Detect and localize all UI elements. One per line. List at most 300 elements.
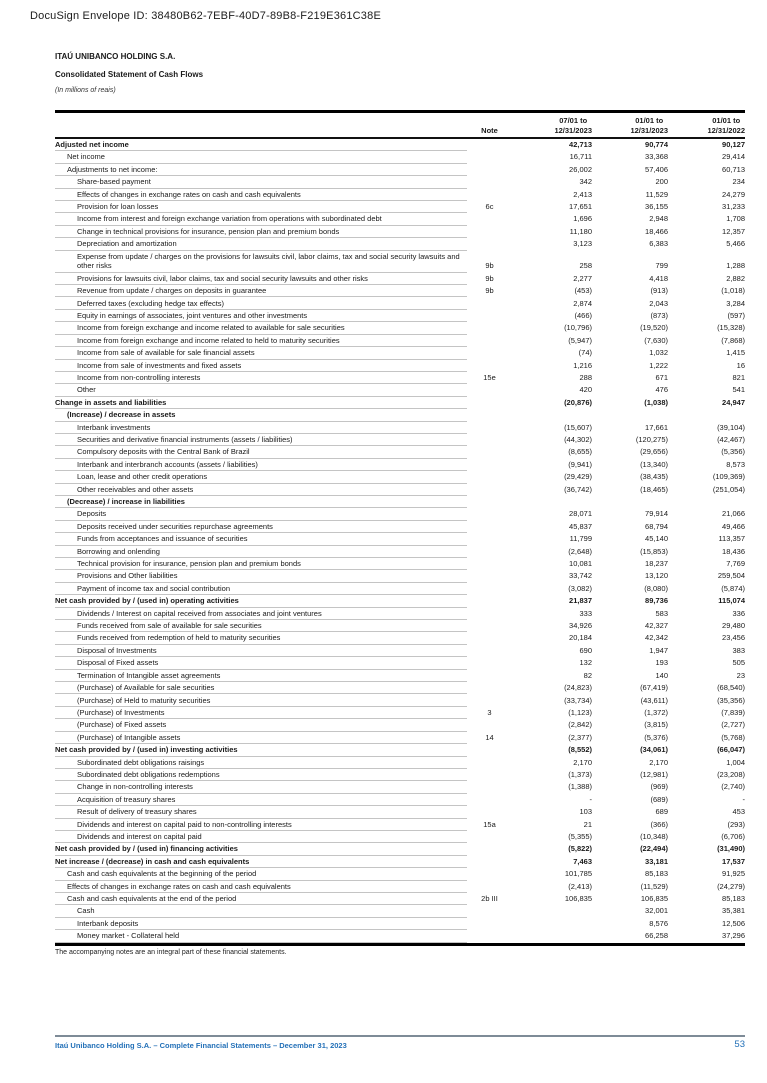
row-value-h2-2023: 10,081 (569, 559, 592, 569)
row-label: Share-based payment (77, 177, 151, 187)
row-value-fy-2022: 234 (732, 177, 745, 187)
table-row (55, 930, 745, 942)
company-name: ITAÚ UNIBANCO HOLDING S.A. (55, 52, 176, 61)
row-value-h2-2023: 1,696 (573, 214, 592, 224)
row-note-ref (467, 755, 512, 757)
table-row (55, 409, 745, 421)
row-label: (Decrease) / increase in liabilities (67, 497, 185, 506)
row-label: Disposal of Investments (77, 645, 157, 655)
row-value-fy-2023: (11,529) (640, 881, 668, 891)
period-2-line-1: 01/01 to (635, 116, 664, 126)
row-note-ref (467, 581, 512, 583)
row-value-h2-2023: (2,413) (568, 881, 592, 891)
table-row (55, 645, 745, 657)
row-value-fy-2022: 1,004 (726, 757, 745, 767)
row-value-fy-2022: (5,768) (721, 732, 745, 742)
row-label: (Purchase) of Available for sale securities (77, 683, 215, 693)
row-value-h2-2023: 690 (579, 645, 592, 655)
row-note-ref (467, 249, 512, 251)
row-value-fy-2023: 42,327 (645, 621, 668, 631)
row-label: Subordinated debt obligations redemptions (77, 769, 220, 779)
table-body (55, 137, 745, 946)
row-value-h2-2023: 7,463 (573, 856, 592, 866)
table-row (55, 757, 745, 769)
row-label: Result of delivery of treasury shares (77, 807, 197, 817)
row-value-fy-2022: 29,414 (722, 152, 745, 162)
row-value-fy-2023: (18,465) (640, 484, 668, 494)
row-value-h2-2023: 2,277 (573, 273, 592, 283)
row-value-h2-2023: (15,607) (564, 422, 592, 432)
row-label: Disposal of Fixed assets (77, 658, 159, 668)
row-value-h2-2023: 288 (579, 372, 592, 382)
table-row (55, 570, 745, 582)
table-row (55, 164, 745, 176)
row-value-h2-2023: (10,796) (564, 323, 592, 333)
row-note-ref (467, 395, 512, 397)
table-row (55, 769, 745, 781)
row-value-fy-2022: 821 (732, 372, 745, 382)
row-value-fy-2023: 799 (655, 261, 668, 271)
row-value-h2-2023: 45,837 (569, 521, 592, 531)
row-value-h2-2023: (466) (574, 310, 592, 320)
row-label: Money market - Collateral held (77, 931, 180, 941)
row-note-ref (467, 879, 512, 881)
row-note-ref (467, 705, 512, 707)
table-row (55, 360, 745, 372)
row-value-fy-2023: (913) (650, 286, 668, 296)
row-note-ref: 15e (483, 372, 496, 382)
row-label: Other receivables and other assets (77, 484, 194, 494)
table-row (55, 682, 745, 694)
table-row (55, 620, 745, 632)
table-row (55, 831, 745, 843)
row-value-h2-2023: 2,413 (573, 189, 592, 199)
row-label: Net cash provided by / (used in) investing activities (55, 745, 238, 755)
row-value-fy-2022: (23,208) (717, 769, 745, 779)
row-value-h2-2023: (2,842) (568, 720, 592, 730)
row-note-ref (467, 224, 512, 226)
row-value-fy-2022: 1,708 (726, 214, 745, 224)
row-label: Funds from acceptances and issuance of securities (77, 534, 248, 544)
row-value-h2-2023: (44,302) (564, 434, 592, 444)
row-value-h2-2023: 26,002 (569, 164, 592, 174)
row-value-h2-2023: 11,180 (569, 226, 592, 236)
row-value-h2-2023: (1,388) (568, 782, 592, 792)
table-header-row (55, 110, 745, 137)
row-value-h2-2023 (512, 506, 592, 508)
row-label: Adjustments to net income: (67, 164, 158, 174)
row-value-fy-2023: (8,080) (644, 583, 668, 593)
row-value-fy-2023: 45,140 (645, 534, 668, 544)
row-note-ref (467, 655, 512, 657)
row-value-fy-2023: (13,340) (640, 459, 668, 469)
docusign-envelope-id: DocuSign Envelope ID: 38480B62-7EBF-40D7-89B8-F219E361C38E (30, 10, 381, 22)
row-note-ref (467, 841, 512, 843)
row-value-h2-2023 (512, 420, 592, 422)
table-row (55, 471, 745, 483)
row-value-fy-2023: (19,520) (640, 323, 668, 333)
row-note-ref (467, 358, 512, 360)
table-row (55, 819, 745, 831)
row-value-fy-2022: 115,074 (718, 596, 745, 606)
row-value-fy-2022 (668, 506, 745, 508)
row-value-fy-2022: 21,066 (722, 509, 745, 519)
row-label: Provision for loan losses (77, 202, 159, 212)
row-note-ref (467, 680, 512, 682)
row-value-fy-2022: 90,127 (722, 140, 745, 150)
row-value-fy-2022: 453 (732, 807, 745, 817)
row-value-fy-2022: 1,288 (726, 261, 745, 271)
row-value-h2-2023: 21 (583, 819, 592, 829)
row-value-fy-2023: 57,406 (645, 164, 668, 174)
row-label: Revenue from update / charges on deposits in guarantee (77, 286, 267, 296)
row-value-fy-2022: (31,490) (717, 844, 745, 854)
row-value-fy-2022: (35,356) (717, 695, 745, 705)
row-value-fy-2023: 90,774 (645, 140, 668, 150)
header-period-3 (668, 116, 745, 135)
row-label: Income from foreign exchange and income related to held to maturity securities (77, 335, 340, 345)
row-value-fy-2022: 23,456 (722, 633, 745, 643)
row-value-fy-2023: 1,947 (649, 645, 668, 655)
row-value-fy-2022: 91,925 (722, 869, 745, 879)
row-value-fy-2022: - (742, 794, 745, 804)
header-period-2 (592, 116, 668, 135)
row-value-h2-2023: (1,123) (568, 707, 592, 717)
row-note-ref (467, 817, 512, 819)
row-label: Cash and cash equivalents at the end of the period (67, 894, 237, 903)
period-2-line-2: 12/31/2023 (630, 125, 668, 135)
row-note-ref (467, 544, 512, 546)
row-note-ref: 2b III (481, 894, 498, 903)
statement-title: Consolidated Statement of Cash Flows (55, 70, 204, 79)
row-note-ref (467, 457, 512, 459)
row-note-ref (467, 568, 512, 570)
table-row (55, 781, 745, 793)
row-value-fy-2023: 33,181 (645, 856, 668, 866)
row-value-h2-2023: 17,651 (569, 202, 592, 212)
table-row (55, 595, 745, 607)
row-value-fy-2022: (597) (727, 310, 745, 320)
row-value-fy-2023: 8,576 (649, 918, 668, 928)
row-value-h2-2023: - (589, 794, 592, 804)
row-value-fy-2023: 17,661 (645, 422, 668, 432)
row-label: Dividends / Interest on capital received from associates and joint ventures (77, 608, 322, 618)
row-label: Change in technical provisions for insurance, pension plan and premium bonds (77, 226, 340, 236)
row-value-fy-2023: 1,222 (649, 360, 668, 370)
row-label: Interbank deposits (77, 918, 139, 928)
row-value-h2-2023: 82 (583, 670, 592, 680)
table-row (55, 297, 745, 309)
row-value-fy-2023: (29,656) (640, 447, 668, 457)
footer-document-title: Itaú Unibanco Holding S.A. – Complete Financial Statements – December 31, 2023 (55, 1041, 347, 1050)
row-label: Interbank investments (77, 422, 151, 432)
row-note-ref (467, 469, 512, 471)
row-label: Provisions and Other liabilities (77, 571, 178, 581)
period-3-line-2: 12/31/2022 (707, 125, 745, 135)
table-row (55, 226, 745, 238)
table-row (55, 657, 745, 669)
row-value-h2-2023: (2,648) (568, 546, 592, 556)
row-value-fy-2023: 18,237 (645, 559, 668, 569)
row-note-ref: 15a (483, 819, 496, 829)
table-row (55, 583, 745, 595)
row-value-h2-2023: 28,071 (569, 509, 592, 519)
row-note-ref: 9b (485, 273, 494, 283)
row-note-ref (467, 692, 512, 694)
row-note-ref (467, 432, 512, 434)
row-value-h2-2023: 333 (579, 608, 592, 618)
row-label: Effects of changes in exchange rates on cash and cash equivalents (77, 189, 301, 199)
row-value-fy-2022: 17,537 (722, 856, 745, 866)
row-value-fy-2023: 106,835 (640, 894, 668, 903)
row-label: Income from sale of investments and fixed assets (77, 360, 242, 370)
row-value-fy-2023: (15,853) (640, 546, 668, 556)
row-value-h2-2023: 34,926 (569, 621, 592, 631)
row-note-ref (467, 891, 512, 893)
row-value-h2-2023: 103 (579, 807, 592, 817)
table-row (55, 905, 745, 917)
table-row (55, 707, 745, 719)
row-value-h2-2023 (512, 916, 592, 918)
row-value-fy-2022: 12,357 (722, 226, 745, 236)
table-row (55, 533, 745, 545)
row-value-fy-2022: (68,540) (717, 683, 745, 693)
row-value-h2-2023: 3,123 (573, 239, 592, 249)
row-label: (Purchase) of Held to maturity securities (77, 695, 211, 705)
row-label: Net income (67, 152, 105, 162)
row-label: Compulsory deposits with the Central Bank of Brazil (77, 447, 250, 457)
row-value-fy-2022: (2,727) (721, 720, 745, 730)
row-label: Dividends and interest on capital paid to non-controlling interests (77, 819, 292, 829)
row-value-fy-2022: 259,504 (717, 571, 745, 581)
row-value-fy-2022: 113,357 (718, 534, 745, 544)
row-note-ref (467, 199, 512, 201)
row-value-fy-2023: (10,348) (640, 831, 668, 841)
row-label: (Purchase) of Investments (77, 707, 165, 717)
row-value-h2-2023: (29,429) (564, 472, 592, 482)
row-value-fy-2023: (34,061) (640, 745, 668, 755)
table-row (55, 521, 745, 533)
row-value-fy-2022: 336 (732, 608, 745, 618)
row-value-fy-2023: 2,948 (649, 214, 668, 224)
row-value-h2-2023: 106,835 (564, 894, 592, 903)
row-value-fy-2023: 32,001 (645, 906, 668, 916)
table-row (55, 856, 745, 868)
table-row (55, 372, 745, 384)
row-value-fy-2022: (15,328) (717, 323, 745, 333)
row-label: Acquisition of treasury shares (77, 794, 176, 804)
table-row (55, 670, 745, 682)
row-label: Cash (77, 906, 95, 916)
row-value-h2-2023: (3,082) (568, 583, 592, 593)
row-note-ref: 9b (485, 286, 494, 296)
row-note-ref (467, 236, 512, 238)
row-label: Interbank and interbranch accounts (assets / liabilities) (77, 459, 258, 469)
table-row (55, 238, 745, 250)
row-note-ref: 14 (485, 732, 494, 742)
row-value-fy-2023: 79,914 (645, 509, 668, 519)
row-value-fy-2022: (5,356) (721, 447, 745, 457)
row-value-fy-2022: (5,874) (721, 583, 745, 593)
row-value-h2-2023: 16,711 (569, 152, 592, 162)
row-value-h2-2023: 342 (579, 177, 592, 187)
row-value-fy-2022: 1,415 (726, 348, 745, 358)
row-value-fy-2022: 37,296 (722, 931, 745, 941)
row-label: Deposits received under securities repurchase agreements (77, 521, 273, 531)
row-label: Technical provision for insurance, pension plan and premium bonds (77, 559, 301, 569)
row-note-ref (467, 420, 512, 422)
row-value-h2-2023: 101,785 (564, 869, 592, 879)
row-value-h2-2023: 33,742 (569, 571, 592, 581)
table-row (55, 794, 745, 806)
header-period-1 (512, 116, 592, 135)
row-value-h2-2023: 11,799 (569, 534, 592, 544)
table-row (55, 459, 745, 471)
table-row (55, 273, 745, 285)
row-value-fy-2022: (1,018) (721, 286, 745, 296)
table-row (55, 508, 745, 520)
row-value-fy-2022: 12,506 (722, 918, 745, 928)
row-note-ref (467, 668, 512, 670)
row-label: Equity in earnings of associates, joint ventures and other investments (77, 310, 308, 320)
row-value-fy-2023: 85,183 (645, 869, 668, 879)
row-note-ref: 3 (487, 707, 492, 717)
row-value-fy-2023: 2,043 (649, 298, 668, 308)
row-value-fy-2023: 689 (655, 807, 668, 817)
row-value-h2-2023: 1,216 (573, 360, 592, 370)
row-value-h2-2023: (5,947) (568, 335, 592, 345)
row-label: Funds received from sale of available for sale securities (77, 621, 262, 631)
table-row (55, 843, 745, 855)
row-note-ref (467, 730, 512, 732)
row-value-fy-2023: (1,372) (644, 707, 668, 717)
row-value-fy-2023: 583 (655, 608, 668, 618)
row-label: Deferred taxes (excluding hedge tax effects) (77, 298, 225, 308)
table-row (55, 558, 745, 570)
row-value-h2-2023: 258 (579, 261, 592, 271)
table-row (55, 694, 745, 706)
table-row (55, 397, 745, 409)
table-row (55, 732, 745, 744)
row-value-fy-2023: 1,032 (649, 348, 668, 358)
table-row (55, 384, 745, 396)
row-label: Other (77, 385, 96, 395)
table-row (55, 322, 745, 334)
row-label: Income from interest and foreign exchange variation from operations with subordinated debt (77, 214, 382, 224)
row-value-h2-2023: 420 (579, 385, 592, 395)
table-row (55, 285, 745, 297)
row-value-fy-2022: (2,740) (721, 782, 745, 792)
row-note-ref (467, 531, 512, 533)
row-note-ref (467, 792, 512, 794)
table-row (55, 434, 745, 446)
row-value-h2-2023: (8,655) (568, 447, 592, 457)
row-note-ref (467, 767, 512, 769)
row-value-fy-2022: (39,104) (717, 422, 745, 432)
row-value-h2-2023: 132 (579, 658, 592, 668)
table-row (55, 744, 745, 756)
row-note-ref (467, 407, 512, 409)
row-value-fy-2023: (7,630) (644, 335, 668, 345)
row-value-fy-2022: (66,047) (717, 745, 745, 755)
row-value-fy-2023: 36,155 (645, 202, 668, 212)
row-value-fy-2022: 505 (732, 658, 745, 668)
row-value-h2-2023: 2,170 (573, 757, 592, 767)
row-label: Income from sale of available for sale financial assets (77, 348, 255, 358)
table-row (55, 422, 745, 434)
row-note-ref (467, 333, 512, 335)
row-value-fy-2022: 24,279 (722, 189, 745, 199)
row-value-fy-2022 (668, 420, 745, 422)
row-note-ref (467, 519, 512, 521)
row-value-fy-2022: 29,480 (722, 621, 745, 631)
period-1-line-2: 12/31/2023 (554, 125, 592, 135)
row-value-fy-2022: 3,284 (726, 298, 745, 308)
table-row (55, 139, 745, 151)
row-value-fy-2022: (42,467) (717, 434, 745, 444)
table-row (55, 632, 745, 644)
row-note-ref (467, 779, 512, 781)
table-row (55, 496, 745, 508)
row-label: Income from non-controlling interests (77, 372, 201, 382)
row-value-fy-2022: 49,466 (722, 521, 745, 531)
table-row (55, 213, 745, 225)
row-label: Dividends and interest on capital paid (77, 831, 202, 841)
row-value-fy-2022: 7,769 (726, 559, 745, 569)
row-value-fy-2022: 23 (736, 670, 745, 680)
row-value-h2-2023: 20,184 (569, 633, 592, 643)
row-value-fy-2022: 383 (732, 645, 745, 655)
row-value-fy-2023: (43,611) (640, 695, 668, 705)
table-row (55, 335, 745, 347)
row-value-h2-2023: (1,373) (568, 769, 592, 779)
row-note-ref (467, 928, 512, 930)
row-note-ref (467, 804, 512, 806)
table-row (55, 719, 745, 731)
row-label: Deposits (77, 509, 107, 519)
row-label: Subordinated debt obligations raisings (77, 757, 205, 767)
row-note-ref (467, 308, 512, 310)
row-value-fy-2023: 66,258 (645, 931, 668, 941)
row-note-ref (467, 630, 512, 632)
row-label: Income from foreign exchange and income related to available for sale securities (77, 323, 345, 333)
row-value-h2-2023: (74) (578, 348, 592, 358)
row-value-h2-2023: 42,713 (569, 140, 592, 150)
row-value-fy-2023: 6,383 (649, 239, 668, 249)
row-value-fy-2022: (6,706) (721, 831, 745, 841)
row-label: Change in assets and liabilities (55, 397, 167, 407)
row-note-ref (467, 482, 512, 484)
row-value-fy-2023: 2,170 (649, 757, 668, 767)
row-value-h2-2023: (20,876) (564, 397, 592, 407)
row-note-ref (467, 593, 512, 595)
cash-flow-table (55, 110, 745, 956)
row-label: Termination of Intangible asset agreements (77, 670, 221, 680)
table-row (55, 189, 745, 201)
row-value-fy-2022: (7,868) (721, 335, 745, 345)
row-label: Depreciation and amortization (77, 239, 177, 249)
row-value-fy-2023: 13,120 (645, 571, 668, 581)
row-label: Effects of changes in exchange rates on cash and cash equivalents (67, 881, 291, 891)
row-value-fy-2022: 2,882 (726, 273, 745, 283)
row-note-ref (467, 345, 512, 347)
row-value-fy-2023: (120,275) (635, 434, 668, 444)
row-value-fy-2022: 8,573 (726, 459, 745, 469)
row-note-ref (467, 643, 512, 645)
row-note-ref (467, 494, 512, 496)
row-value-fy-2023: (1,038) (644, 397, 668, 407)
row-note-ref (467, 444, 512, 446)
